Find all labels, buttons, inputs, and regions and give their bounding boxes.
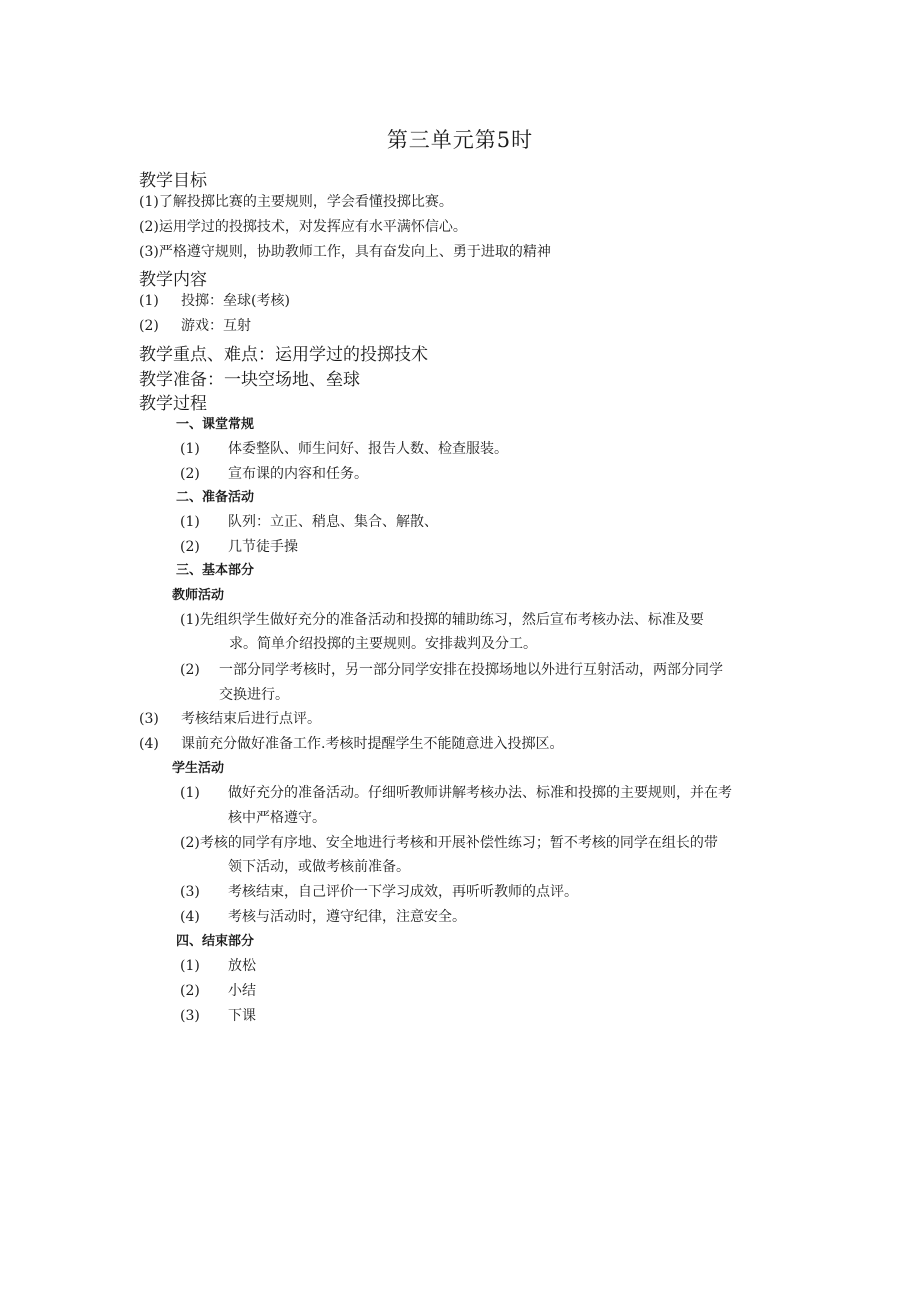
section-title: 二、准备活动 (176, 490, 255, 505)
section-title: 三、基本部分 (176, 563, 255, 578)
item-number: (1) (180, 958, 200, 974)
content-item (139, 291, 290, 311)
process-heading: 教学过程 (139, 394, 207, 414)
list-item (180, 956, 256, 976)
list-item (180, 783, 732, 803)
item-text: 放松 (228, 958, 256, 974)
item-text: 一部分同学考核时，另一部分同学安排在投掷场地以外进行互射活动，两部分同学 (219, 662, 723, 678)
list-item (180, 1006, 256, 1026)
list-item (180, 464, 368, 484)
item-text: 几节徒手操 (228, 539, 298, 555)
list-item-line: 求。简单介绍投掷的主要规则。安排裁判及分工。 (229, 636, 537, 652)
item-text: 课前充分做好准备工作.考核时提醒学生不能随意进入投掷区。 (181, 736, 564, 752)
section-title: 四、结束部分 (176, 934, 255, 949)
objective-item: (1)了解投掷比赛的主要规则，学会看懂投掷比赛。 (139, 194, 453, 210)
item-number: (1) (180, 785, 200, 801)
item-number: (4) (139, 736, 159, 752)
item-number: (3) (139, 711, 159, 727)
page-title: 第三单元第5时 (386, 128, 534, 152)
item-number: (2) (180, 539, 200, 555)
objective-item: (3)严格遵守规则，协助教师工作，具有奋发向上、勇于进取的精神 (139, 244, 551, 260)
item-number: (1) (180, 441, 200, 457)
list-item (139, 709, 321, 729)
item-number: (2) (180, 466, 200, 482)
item-number: (2) (180, 662, 200, 678)
subsection-title: 学生活动 (172, 761, 225, 776)
content-heading: 教学内容 (139, 270, 207, 290)
item-text: 做好充分的准备活动。仔细听教师讲解考核办法、标准和投掷的主要规则，并在考 (228, 785, 732, 801)
list-item-line: 交换进行。 (219, 687, 289, 703)
list-item (180, 882, 578, 902)
list-item (180, 981, 256, 1001)
item-text: 下课 (228, 1008, 256, 1024)
item-text: 体委整队、师生问好、报告人数、检查服装。 (228, 441, 508, 457)
item-text: 考核结束，自己评价一下学习成效，再听听教师的点评。 (228, 884, 578, 900)
list-item (180, 537, 298, 557)
list-item-line: 领下活动，或做考核前准备。 (228, 859, 410, 875)
list-item (180, 660, 723, 680)
item-text: 投掷：垒球(考核) (181, 293, 290, 309)
item-number: (1) (180, 514, 200, 530)
item-text: 考核与活动时，遵守纪律，注意安全。 (228, 909, 466, 925)
list-item-line: 核中严格遵守。 (228, 810, 326, 826)
preparation: 教学准备：一块空场地、垒球 (139, 370, 360, 390)
item-text: 小结 (228, 983, 256, 999)
item-text: 考核结束后进行点评。 (181, 711, 321, 727)
subsection-title: 教师活动 (172, 588, 225, 603)
objectives-heading: 教学目标 (139, 171, 207, 191)
key-points: 教学重点、难点：运用学过的投掷技术 (139, 345, 428, 365)
list-item-line: (1)先组织学生做好充分的准备活动和投掷的辅助练习，然后宣布考核办法、标准及要 (180, 612, 704, 628)
list-item (139, 734, 563, 754)
item-text: 宣布课的内容和任务。 (228, 466, 368, 482)
item-number: (2) (139, 318, 159, 334)
item-text: 队列：立正、稍息、集合、解散、 (228, 514, 438, 530)
content-item (139, 316, 251, 336)
list-item (180, 907, 466, 927)
item-number: (1) (139, 293, 159, 309)
section-title: 一、课堂常规 (176, 417, 255, 432)
item-number: (2) (180, 983, 200, 999)
list-item (180, 512, 438, 532)
list-item (180, 439, 508, 459)
list-item-line: (2)考核的同学有序地、安全地进行考核和开展补偿性练习；暂不考核的同学在组长的带 (180, 835, 718, 851)
item-number: (3) (180, 1008, 200, 1024)
item-text: 游戏：互射 (181, 318, 251, 334)
objective-item: (2)运用学过的投掷技术，对发挥应有水平满怀信心。 (139, 219, 467, 235)
item-number: (3) (180, 884, 200, 900)
item-number: (4) (180, 909, 200, 925)
